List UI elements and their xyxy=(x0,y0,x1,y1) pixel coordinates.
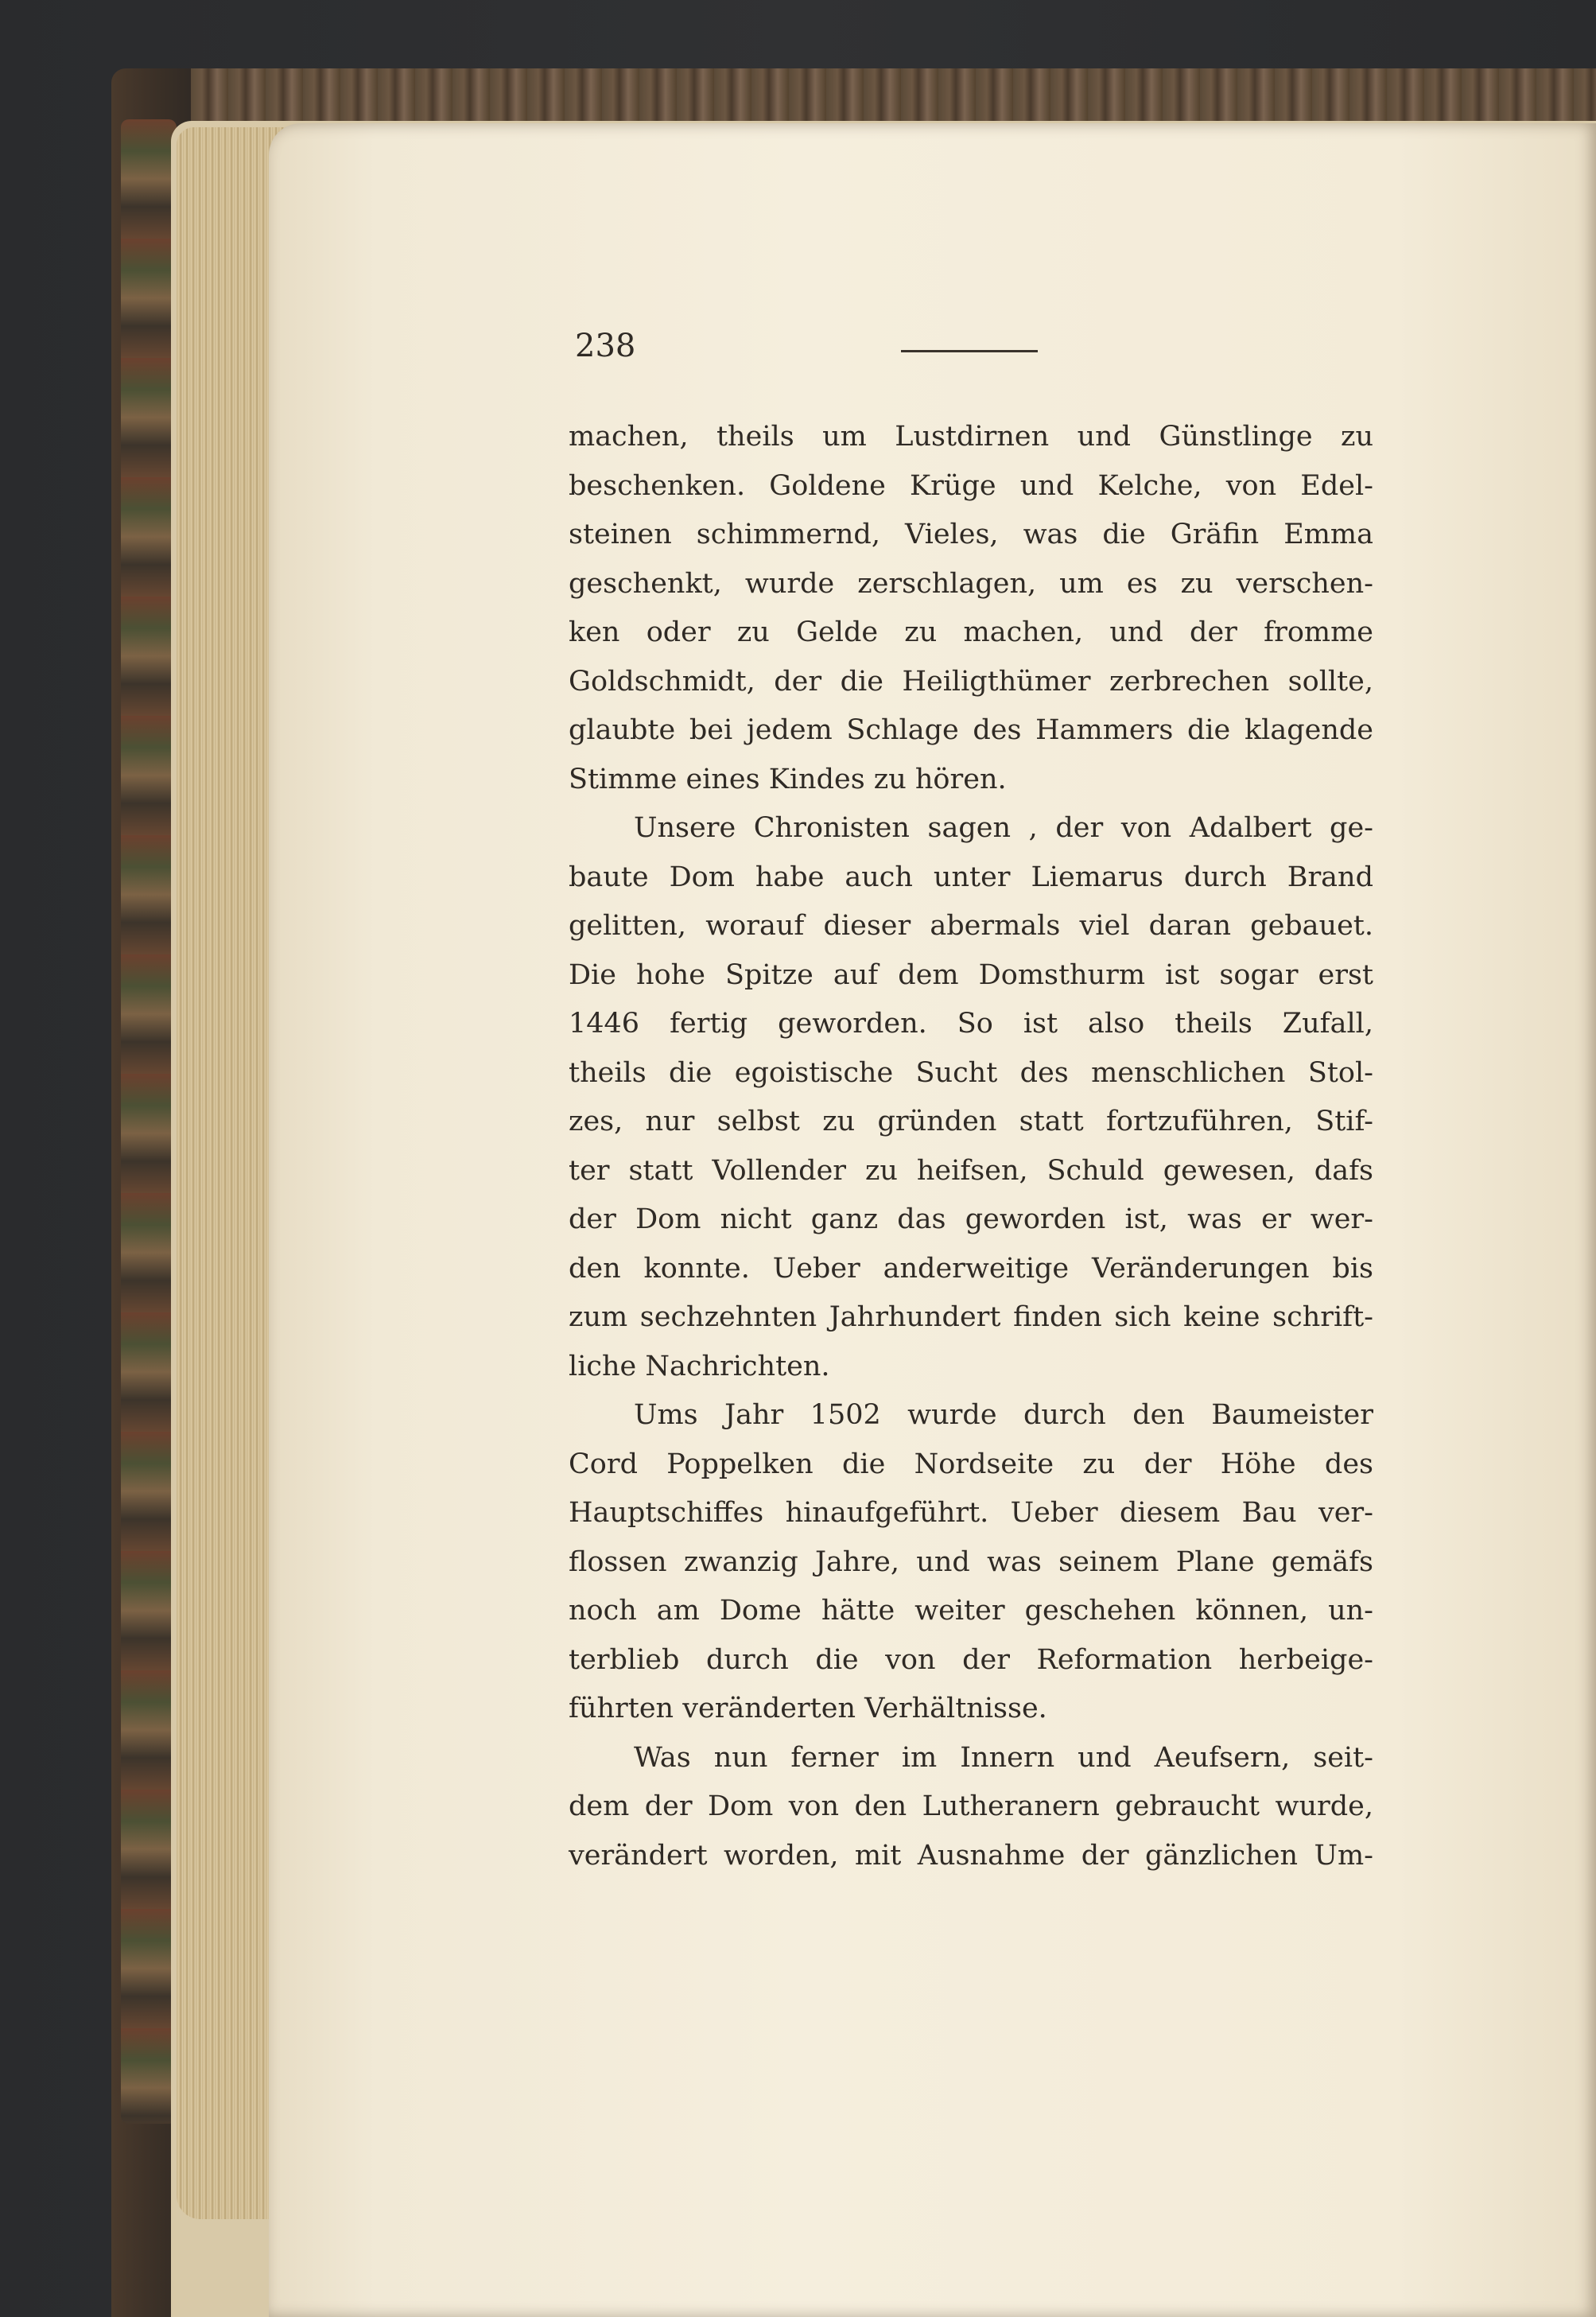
text-line: beschenken. Goldene Krüge und Kelche, von Edel- xyxy=(569,470,1373,502)
text-line: Unsere Chronisten sagen , der von Adalbert ge- xyxy=(634,812,1373,844)
text-line: Hauptschiffes hinaufgeführt. Ueber diesem Bau ver- xyxy=(569,1497,1373,1529)
text-line: terblieb durch die von der Reformation herbeige- xyxy=(569,1644,1373,1676)
page-number: 238 xyxy=(575,328,636,364)
text-line: den konnte. Ueber anderweitige Veränderungen bis xyxy=(569,1253,1373,1285)
text-line: ken oder zu Gelde zu machen, und der fromme xyxy=(569,616,1373,648)
text-line: noch am Dome hätte weiter geschehen können, un- xyxy=(569,1595,1373,1627)
text-line: baute Dom habe auch unter Liemarus durch Brand xyxy=(569,861,1373,893)
text-line: geschenkt, wurde zerschlagen, um es zu verschen- xyxy=(569,568,1373,600)
text-line: Goldschmidt, der die Heiligthümer zerbrechen sollte, xyxy=(569,666,1373,698)
text-line: ter statt Vollender zu heifsen, Schuld gewesen, dafs xyxy=(569,1155,1373,1187)
text-line: gelitten, worauf dieser abermals viel daran gebauet. xyxy=(569,910,1373,942)
text-line: zum sechzehnten Jahrhundert finden sich keine schrift- xyxy=(569,1301,1373,1333)
text-line: glaubte bei jedem Schlage des Hammers die klagende xyxy=(569,714,1373,746)
cover-top-edge xyxy=(191,68,1596,124)
header-rule xyxy=(901,350,1038,352)
text-line: steinen schimmernd, Vieles, was die Gräfin Emma xyxy=(569,519,1373,550)
text-line: theils die egoistische Sucht des menschlichen Stol- xyxy=(569,1057,1373,1089)
text-line: flossen zwanzig Jahre, und was seinem Plane gemäfs xyxy=(569,1546,1373,1578)
text-line: Stimme eines Kindes zu hören. xyxy=(569,764,1007,795)
text-line: 1446 fertig geworden. So ist also theils Zufall, xyxy=(569,1008,1373,1040)
text-line: dem der Dom von den Lutheranern gebraucht wurde, xyxy=(569,1790,1373,1822)
text-line: Was nun ferner im Innern und Aeufsern, seit- xyxy=(634,1742,1373,1774)
text-line: Ums Jahr 1502 wurde durch den Baumeister xyxy=(634,1399,1373,1431)
text-line: machen, theils um Lustdirnen und Günstlinge zu xyxy=(569,421,1373,453)
text-line: liche Nachrichten. xyxy=(569,1351,830,1382)
text-line: Cord Poppelken die Nordseite zu der Höhe des xyxy=(569,1448,1373,1480)
text-line: führten veränderten Verhältnisse. xyxy=(569,1693,1047,1724)
text-line: verändert worden, mit Ausnahme der gänzlichen Um- xyxy=(569,1840,1373,1872)
text-line: Die hohe Spitze auf dem Domsthurm ist sogar erst xyxy=(569,959,1373,991)
marbled-cover-edge xyxy=(121,119,177,2124)
text-line: der Dom nicht ganz das geworden ist, was er wer- xyxy=(569,1203,1373,1235)
text-line: zes, nur selbst zu gründen statt fortzuführen, Stif- xyxy=(569,1106,1373,1137)
